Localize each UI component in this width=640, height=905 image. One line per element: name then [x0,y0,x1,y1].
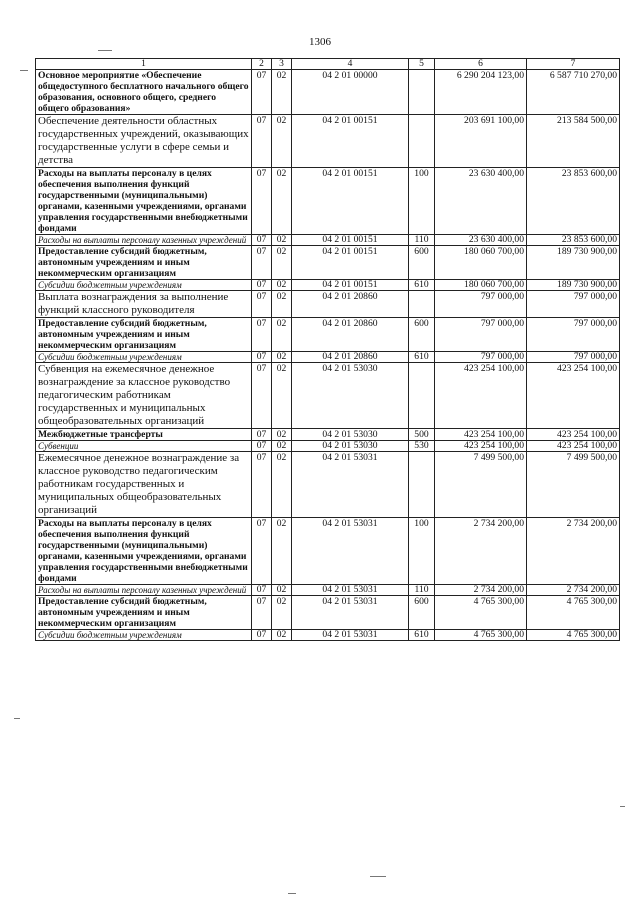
amount-year-2: 423 254 100,00 [527,429,620,441]
expense-type-code: 110 [409,235,435,246]
column-header: 2 [252,59,272,70]
section-code: 07 [252,70,272,115]
subsection-code: 02 [272,291,292,318]
table-row [36,318,620,352]
scan-speck [620,806,625,807]
amount-year-1: 423 254 100,00 [435,363,527,429]
expense-type-code: 610 [409,630,435,641]
table-row [36,168,620,235]
row-name: Выплата вознаграждения за выполнение функций классного руководителя [36,291,252,318]
section-code: 07 [252,363,272,429]
subsection-code: 02 [272,452,292,518]
section-code: 07 [252,441,272,452]
expense-type-code: 500 [409,429,435,441]
scan-speck [98,50,112,51]
amount-year-1: 180 060 700,00 [435,246,527,280]
section-code: 07 [252,168,272,235]
amount-year-1: 423 254 100,00 [435,441,527,452]
amount-year-1: 2 734 200,00 [435,585,527,596]
expense-type-code: 610 [409,352,435,363]
target-article-code: 04 2 01 53031 [292,596,409,630]
amount-year-2: 797 000,00 [527,291,620,318]
subsection-code: 02 [272,168,292,235]
target-article-code: 04 2 01 00151 [292,235,409,246]
row-name: Субвенция на ежемесячное денежное вознаграждение за классное руководство педагогическим работникам государственных и муниципальных общеобразовательных организаций [36,363,252,429]
amount-year-2: 189 730 900,00 [527,246,620,280]
row-name: Расходы на выплаты персоналу в целях обеспечения выполнения функций государственными (муниципальными) органами, казенными учреждениями, органами управления государственными внебюджетными фондами [36,168,252,235]
table-row [36,596,620,630]
row-name: Субсидии бюджетным учреждениям [36,630,252,641]
subsection-code: 02 [272,585,292,596]
expense-type-code [409,363,435,429]
section-code: 07 [252,115,272,168]
target-article-code: 04 2 01 53031 [292,452,409,518]
subsection-code: 02 [272,429,292,441]
row-name: Предоставление субсидий бюджетным, автономным учреждениям и иным некоммерческим организациям [36,246,252,280]
amount-year-2: 797 000,00 [527,318,620,352]
expense-type-code: 600 [409,596,435,630]
subsection-code: 02 [272,318,292,352]
subsection-code: 02 [272,596,292,630]
section-code: 07 [252,352,272,363]
subsection-code: 02 [272,441,292,452]
expense-type-code: 610 [409,280,435,291]
target-article-code: 04 2 01 00151 [292,246,409,280]
expense-type-code [409,291,435,318]
target-article-code: 04 2 01 53030 [292,429,409,441]
expense-type-code [409,452,435,518]
scan-speck [288,893,296,894]
table-row [36,585,620,596]
section-code: 07 [252,429,272,441]
row-name: Основное мероприятие «Обеспечение общедоступного бесплатного начального общего образования, основного общего, среднего общего образования» [36,70,252,115]
amount-year-1: 4 765 300,00 [435,596,527,630]
subsection-code: 02 [272,70,292,115]
expense-type-code: 110 [409,585,435,596]
table-row [36,235,620,246]
amount-year-2: 423 254 100,00 [527,363,620,429]
subsection-code: 02 [272,352,292,363]
scan-speck [14,718,20,719]
amount-year-1: 203 691 100,00 [435,115,527,168]
section-code: 07 [252,452,272,518]
amount-year-2: 189 730 900,00 [527,280,620,291]
subsection-code: 02 [272,235,292,246]
target-article-code: 04 2 01 00151 [292,280,409,291]
section-code: 07 [252,280,272,291]
column-header: 7 [527,59,620,70]
row-name: Субсидии бюджетным учреждениям [36,280,252,291]
target-article-code: 04 2 01 53031 [292,585,409,596]
header-row [36,59,620,70]
amount-year-1: 797 000,00 [435,352,527,363]
amount-year-2: 4 765 300,00 [527,596,620,630]
table-row [36,518,620,585]
expense-type-code: 600 [409,246,435,280]
target-article-code: 04 2 01 00000 [292,70,409,115]
target-article-code: 04 2 01 00151 [292,168,409,235]
amount-year-1: 23 630 400,00 [435,235,527,246]
subsection-code: 02 [272,246,292,280]
scan-speck [370,876,386,877]
row-name: Расходы на выплаты персоналу казенных учреждений [36,585,252,596]
row-name: Субвенции [36,441,252,452]
amount-year-2: 2 734 200,00 [527,585,620,596]
expense-type-code: 600 [409,318,435,352]
section-code: 07 [252,585,272,596]
column-header: 3 [272,59,292,70]
target-article-code: 04 2 01 20860 [292,318,409,352]
amount-year-2: 23 853 600,00 [527,168,620,235]
row-name: Ежемесячное денежное вознаграждение за классное руководство педагогическим работникам государственных и муниципальных общеобразовательных организаций [36,452,252,518]
target-article-code: 04 2 01 53031 [292,518,409,585]
target-article-code: 04 2 01 20860 [292,352,409,363]
expense-type-code: 530 [409,441,435,452]
table-row [36,441,620,452]
table-row [36,246,620,280]
amount-year-1: 4 765 300,00 [435,630,527,641]
section-code: 07 [252,596,272,630]
budget-table [35,58,620,641]
row-name: Субсидии бюджетным учреждениям [36,352,252,363]
table-body [36,70,620,641]
table-row [36,630,620,641]
amount-year-1: 7 499 500,00 [435,452,527,518]
expense-type-code: 100 [409,168,435,235]
amount-year-2: 6 587 710 270,00 [527,70,620,115]
row-name: Предоставление субсидий бюджетным, автономным учреждениям и иным некоммерческим организациям [36,318,252,352]
subsection-code: 02 [272,280,292,291]
target-article-code: 04 2 01 53030 [292,441,409,452]
amount-year-1: 423 254 100,00 [435,429,527,441]
amount-year-2: 797 000,00 [527,352,620,363]
column-header: 1 [36,59,252,70]
table-row [36,70,620,115]
amount-year-2: 213 584 500,00 [527,115,620,168]
page-number: 1306 [309,36,331,48]
table-row [36,291,620,318]
table-row [36,115,620,168]
expense-type-code [409,115,435,168]
row-name: Межбюджетные трансферты [36,429,252,441]
row-name: Обеспечение деятельности областных государственных учреждений, оказывающих государственные услуги в сфере семьи и детства [36,115,252,168]
table-row [36,280,620,291]
target-article-code: 04 2 01 00151 [292,115,409,168]
subsection-code: 02 [272,630,292,641]
amount-year-1: 23 630 400,00 [435,168,527,235]
row-name: Предоставление субсидий бюджетным, автономным учреждениям и иным некоммерческим организациям [36,596,252,630]
section-code: 07 [252,246,272,280]
row-name: Расходы на выплаты персоналу в целях обеспечения выполнения функций государственными (муниципальными) органами, казенными учреждениями, органами управления государственными внебюджетными фондами [36,518,252,585]
target-article-code: 04 2 01 20860 [292,291,409,318]
amount-year-2: 2 734 200,00 [527,518,620,585]
table-row [36,352,620,363]
amount-year-1: 6 290 204 123,00 [435,70,527,115]
row-name: Расходы на выплаты персоналу казенных учреждений [36,235,252,246]
section-code: 07 [252,318,272,352]
amount-year-1: 797 000,00 [435,291,527,318]
column-header: 6 [435,59,527,70]
table-row [36,452,620,518]
expense-type-code: 100 [409,518,435,585]
scan-speck [20,70,28,71]
section-code: 07 [252,630,272,641]
amount-year-1: 797 000,00 [435,318,527,352]
column-header: 5 [409,59,435,70]
amount-year-2: 23 853 600,00 [527,235,620,246]
amount-year-2: 7 499 500,00 [527,452,620,518]
amount-year-1: 180 060 700,00 [435,280,527,291]
subsection-code: 02 [272,363,292,429]
section-code: 07 [252,291,272,318]
target-article-code: 04 2 01 53030 [292,363,409,429]
expense-type-code [409,70,435,115]
amount-year-1: 2 734 200,00 [435,518,527,585]
subsection-code: 02 [272,115,292,168]
amount-year-2: 4 765 300,00 [527,630,620,641]
subsection-code: 02 [272,518,292,585]
section-code: 07 [252,235,272,246]
table-row [36,363,620,429]
amount-year-2: 423 254 100,00 [527,441,620,452]
column-header: 4 [292,59,409,70]
target-article-code: 04 2 01 53031 [292,630,409,641]
section-code: 07 [252,518,272,585]
table-row [36,429,620,441]
